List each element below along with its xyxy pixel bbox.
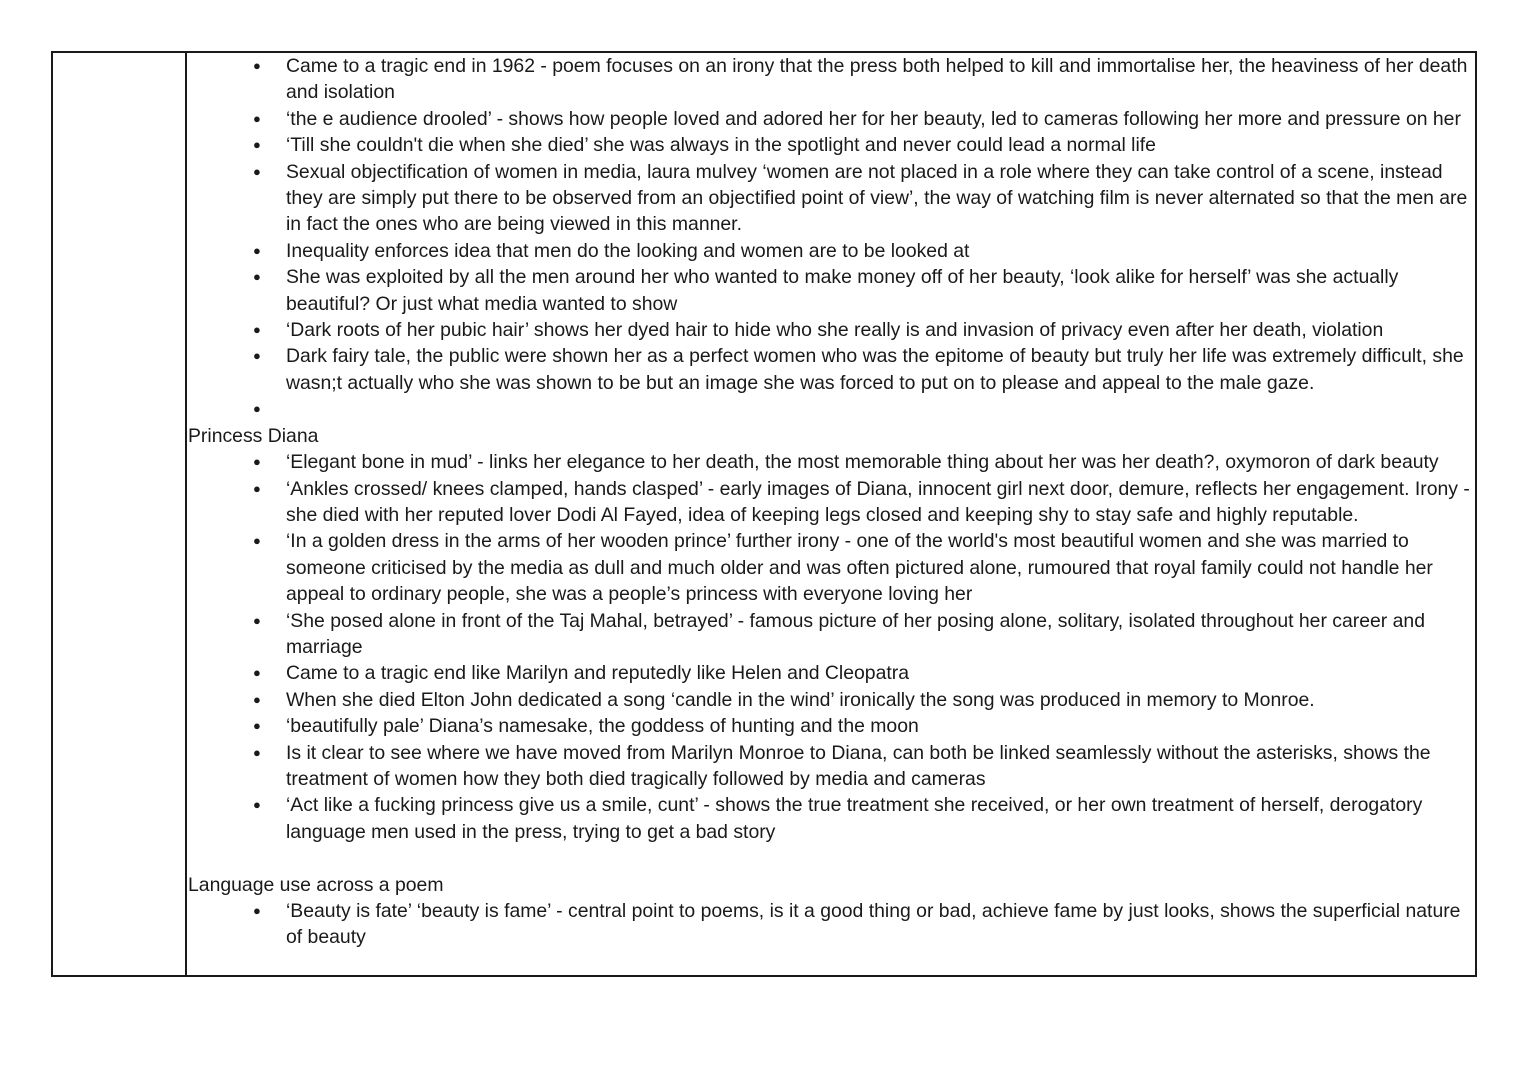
list-item: ● She was exploited by all the men around her who wanted to make money off of her beauty, ‘look alike for herself’ was she actually beautiful? Or just what media wanted to show — [187, 264, 1475, 317]
list-item: ● ‘Dark roots of her pubic hair’ shows her dyed hair to hide who she really is and invasion of privacy even after her death, violation — [187, 317, 1475, 343]
marilyn-bullet-list — [187, 53, 1475, 423]
list-item: ● Inequality enforces idea that men do the looking and women are to be looked at — [187, 238, 1475, 264]
list-item: ● ‘Elegant bone in mud’ - links her elegance to her death, the most memorable thing about her was her death?, oxymoron of dark beauty — [187, 449, 1475, 475]
list-item: ● Came to a tragic end like Marilyn and reputedly like Helen and Cleopatra — [187, 660, 1475, 686]
list-item: ● ‘Act like a fucking princess give us a smile, cunt’ - shows the true treatment she received, or her own treatment of herself, derogatory language men used in the press, trying to get a bad story — [187, 792, 1475, 845]
section-heading-language: Language use across a poem — [188, 873, 444, 896]
section-spacer — [187, 845, 1475, 871]
list-item: ● ‘She posed alone in front of the Taj Mahal, betrayed’ - famous picture of her posing alone, solitary, isolated throughout her career and marriage — [187, 608, 1475, 661]
list-item: ● ‘Ankles crossed/ knees clamped, hands clasped’ - early images of Diana, innocent girl next door, demure, reflects her engagement. Irony - she died with her reputed lover Dodi Al Fayed, idea of keeping legs closed and keeping shy to stay safe and highly reputable. — [187, 476, 1475, 529]
diana-bullet-list — [187, 449, 1475, 845]
list-item: ● ‘Beauty is fate’ ‘beauty is fame’ - central point to poems, is it a good thing or bad, achieve fame by just looks, shows the superficial nature of beauty — [187, 898, 1475, 951]
list-item: ● ‘beautifully pale’ Diana’s namesake, the goddess of hunting and the moon — [187, 713, 1475, 739]
notes-table — [51, 51, 1477, 977]
section-heading-diana: Princess Diana — [188, 424, 319, 447]
list-item: ● Dark fairy tale, the public were shown her as a perfect women who was the epitome of beauty but truly her life was extremely difficult, she wasn;t actually who she was shown to be but an image she was forced to put on to please and appeal to the male gaze. — [187, 343, 1475, 396]
table-left-cell — [53, 53, 187, 975]
list-item: ● Sexual objectification of women in media, laura mulvey ‘women are not placed in a role where they can take control of a scene, instead they are simply put there to be observed from an objectified point of view’, the way of watching film is never alternated so that the men are in fact the ones who are being viewed in this manner. — [187, 159, 1475, 238]
list-item: ● ‘the e audience drooled’ - shows how people loved and adored her for her beauty, led to cameras following her more and pressure on her — [187, 106, 1475, 132]
list-item: ● When she died Elton John dedicated a song ‘candle in the wind’ ironically the song was produced in memory to Monroe. — [187, 687, 1475, 713]
language-bullet-list — [187, 898, 1475, 951]
list-item: ● Is it clear to see where we have moved from Marilyn Monroe to Diana, can both be linked seamlessly without the asterisks, shows the treatment of women how they both died tragically followed by media and cameras — [187, 740, 1475, 793]
empty-list-item — [187, 396, 1475, 422]
list-item: ● ‘Till she couldn't die when she died’ she was always in the spotlight and never could lead a normal life — [187, 132, 1475, 158]
list-item: ● Came to a tragic end in 1962 - poem focuses on an irony that the press both helped to kill and immortalise her, the heaviness of her death and isolation — [187, 53, 1475, 106]
list-item: ● ‘In a golden dress in the arms of her wooden prince’ further irony - one of the world's most beautiful women and she was married to someone criticised by the media as dull and much older and was often pictured alone, rumoured that royal family could not handle her appeal to ordinary people, she was a people’s princess with everyone loving her — [187, 528, 1475, 607]
table-content-cell — [187, 53, 1475, 975]
